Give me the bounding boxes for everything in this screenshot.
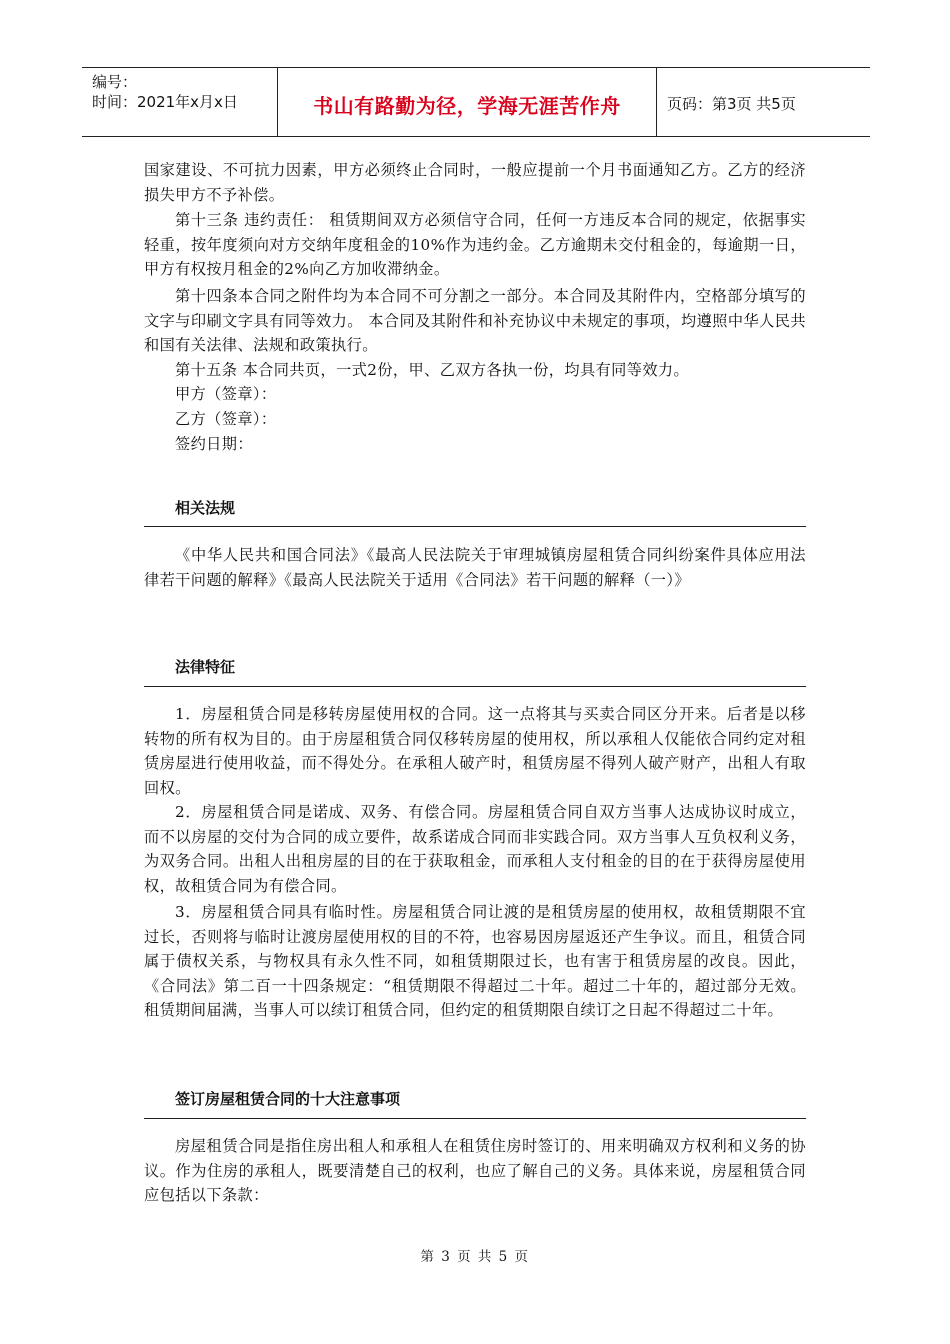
signature-date: 签约日期： [175,435,253,453]
header-page-cell [657,68,870,136]
paragraph-article-14: 第十四条本合同之附件均为本合同不可分割之一部分。本合同及其附件内，空格部分填写的文字与印刷文字具有同等效力。 本合同及其附件和补充协议中未规定的事项，均遵照中华人民共和国有关法律、法规和政策执行。 [144,287,806,354]
section-heading-laws: 相关法规 [175,499,236,517]
paragraph-laws: 《中华人民共和国合同法》《最高人民法院关于审理城镇房屋租赁合同纠纷案件具体应用法律若干问题的解释》《最高人民法院关于适用《合同法》若干问题的解释（一）》 [144,546,806,589]
feature-item-2: 2．房屋租赁合同是诺成、双务、有偿合同。房屋租赁合同自双方当事人达成协议时成立，而不以房屋的交付为合同的成立要件，故系诺成合同而非实践合同。双方当事人互负权利义务，为双务合同。出租人出租房屋的目的在于获取租金，而承租人支付租金的目的在于获得房屋使用权，故租赁合同为有偿合同。 [144,803,806,895]
section-heading-notes: 签订房屋租赁合同的十大注意事项 [175,1090,401,1108]
header-meta-cell [82,68,278,136]
header-motto: 书山有路勤为径，学海无涯苦作舟 [313,94,621,118]
signature-party-a: 甲方（签章）： [175,385,277,403]
document-number-label: 编号： [92,73,138,91]
signature-party-b: 乙方（签章）： [175,410,277,428]
feature-item-3: 3．房屋租赁合同具有临时性。房屋租赁合同让渡的是租赁房屋的使用权，故租赁期限不宜过长，否则将与临时让渡房屋使用权的目的不符，也容易因房屋返还产生争议。而且，租赁合同属于债权关系，与物权具有永久性不同，如租赁期限过长，也有害于租赁房屋的改良。因此，《合同法》第二百一十四条规定：“租赁期限不得超过二十年。超过二十年的，超过部分无效。租赁期间届满，当事人可以续订租赁合同，但约定的租赁期限自续订之日起不得超过二十年。 [144,903,806,1019]
header-motto-cell [278,68,657,136]
paragraph-article-15: 第十五条 本合同共页，一式2份，甲、乙双方各执一份，均具有同等效力。 [175,361,690,379]
page-footer: 第 3 页 共 5 页 [420,1249,530,1265]
paragraph-notes-intro: 房屋租赁合同是指住房出租人和承租人在租赁住房时签订的、用来明确双方权利和义务的协议。作为住房的承租人，既要清楚自己的权利，也应了解自己的义务。具体来说，房屋租赁合同应包括以下条款： [144,1137,806,1204]
feature-item-1: 1．房屋租赁合同是移转房屋使用权的合同。这一点将其与买卖合同区分开来。后者是以移转物的所有权为目的。由于房屋租赁合同仅移转房屋的使用权，所以承租人仅能依合同约定对租赁房屋进行使用收益，而不得处分。在承租人破产时，租赁房屋不得列人破产财产，出租人有取回权。 [144,705,806,797]
section-divider [144,686,806,687]
section-divider [144,1118,806,1119]
paragraph-termination: 国家建设、不可抗力因素，甲方必须终止合同时，一般应提前一个月书面通知乙方。乙方的经济损失甲方不予补偿。 [144,161,806,204]
header-page-code: 页码：第3页 共5页 [667,95,796,113]
section-heading-features: 法律特征 [175,658,236,676]
document-date-label: 时间：2021年x月x日 [92,93,238,111]
document-header [82,67,870,137]
section-divider [144,526,806,527]
paragraph-article-13: 第十三条 违约责任： 租赁期间双方必须信守合同，任何一方违反本合同的规定，依据事实轻重，按年度须向对方交纳年度租金的10%作为违约金。乙方逾期未交付租金的，每逾期一日，甲方有权按月租金的2%向乙方加收滞纳金。 [144,211,806,278]
